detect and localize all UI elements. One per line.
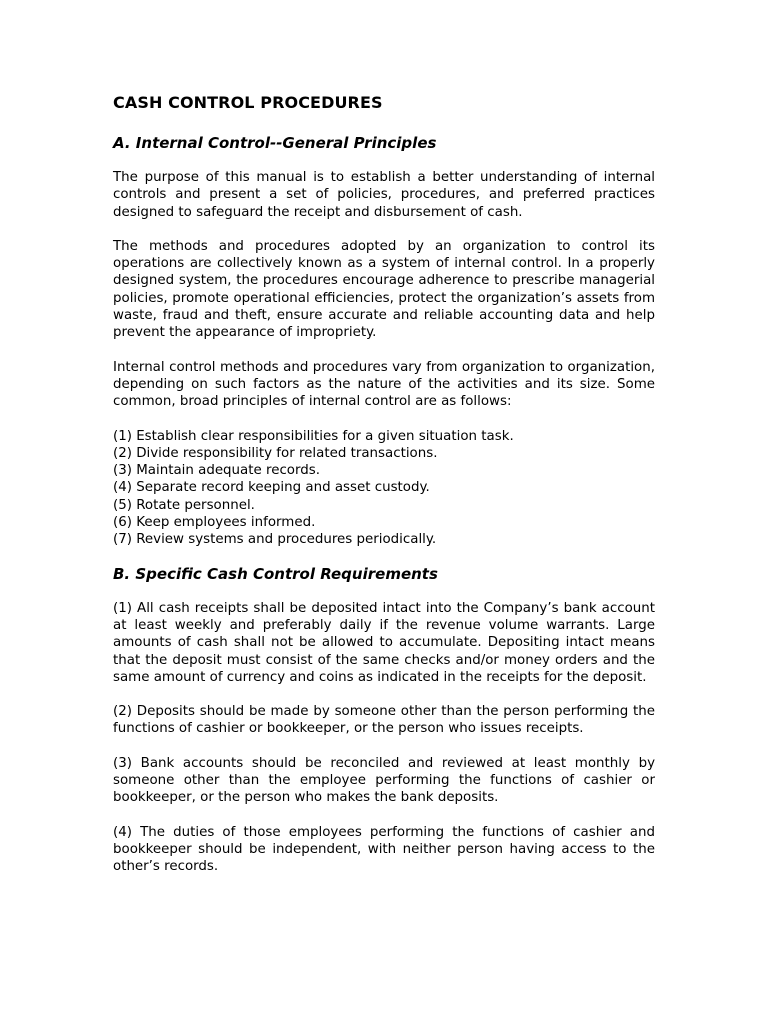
principle-item: (5) Rotate personnel.: [113, 497, 255, 513]
requirement-paragraph-1: (1) All cash receipts shall be deposited intact into the Company’s bank account at least weekly and preferably daily if the revenue volume warrants. Large amounts of cash shall not be allowed to accumulate. Depositing intact means that the deposit must consist of the same checks and/or money orders and the same amount of currency and coins as indicated in the receipts for the deposit.: [113, 600, 655, 685]
requirement-paragraph-4: (4) The duties of those employees performing the functions of cashier and bookkeeper should be independent, with neither person having access to the other’s records.: [113, 824, 655, 875]
document-title: CASH CONTROL PROCEDURES: [113, 93, 383, 112]
principle-item: (1) Establish clear responsibilities for a given situation task.: [113, 428, 514, 444]
section-a-paragraph-2: The methods and procedures adopted by an organization to control its operations are collectively known as a system of internal control. In a properly designed system, the procedures encourage adherence to prescribe managerial policies, promote operational efficiencies, protect the organization’s assets from waste, fraud and theft, ensure accurate and reliable accounting data and help prevent the appearance of impropriety.: [113, 238, 655, 341]
section-a-paragraph-1: The purpose of this manual is to establish a better understanding of internal controls and present a set of policies, procedures, and preferred practices designed to safeguard the receipt and disbursement of cash.: [113, 170, 655, 220]
document-page: [113, 93, 655, 893]
principles-list: [113, 428, 655, 549]
principle-item: (7) Review systems and procedures periodically.: [113, 532, 437, 548]
principle-item: (6) Keep employees informed.: [113, 515, 316, 531]
requirement-paragraph-2: (2) Deposits should be made by someone other than the person performing the functions of cashier or bookkeeper, or the person who issues receipts.: [113, 704, 655, 737]
principle-item: (3) Maintain adequate records.: [113, 463, 320, 479]
principle-item: (4) Separate record keeping and asset custody.: [113, 480, 430, 496]
section-b-heading: B. Specific Cash Control Requirements: [113, 564, 438, 583]
section-a-heading: A. Internal Control--General Principles: [113, 134, 437, 152]
requirement-paragraph-3: (3) Bank accounts should be reconciled and reviewed at least monthly by someone other than the employee performing the functions of cashier or bookkeeper, or the person who makes the bank deposits.: [113, 755, 655, 806]
principle-item: (2) Divide responsibility for related transactions.: [113, 445, 438, 461]
section-a-paragraph-3: Internal control methods and procedures vary from organization to organization, depending on such factors as the nature of the activities and its size. Some common, broad principles of internal control are as follows:: [113, 359, 655, 410]
